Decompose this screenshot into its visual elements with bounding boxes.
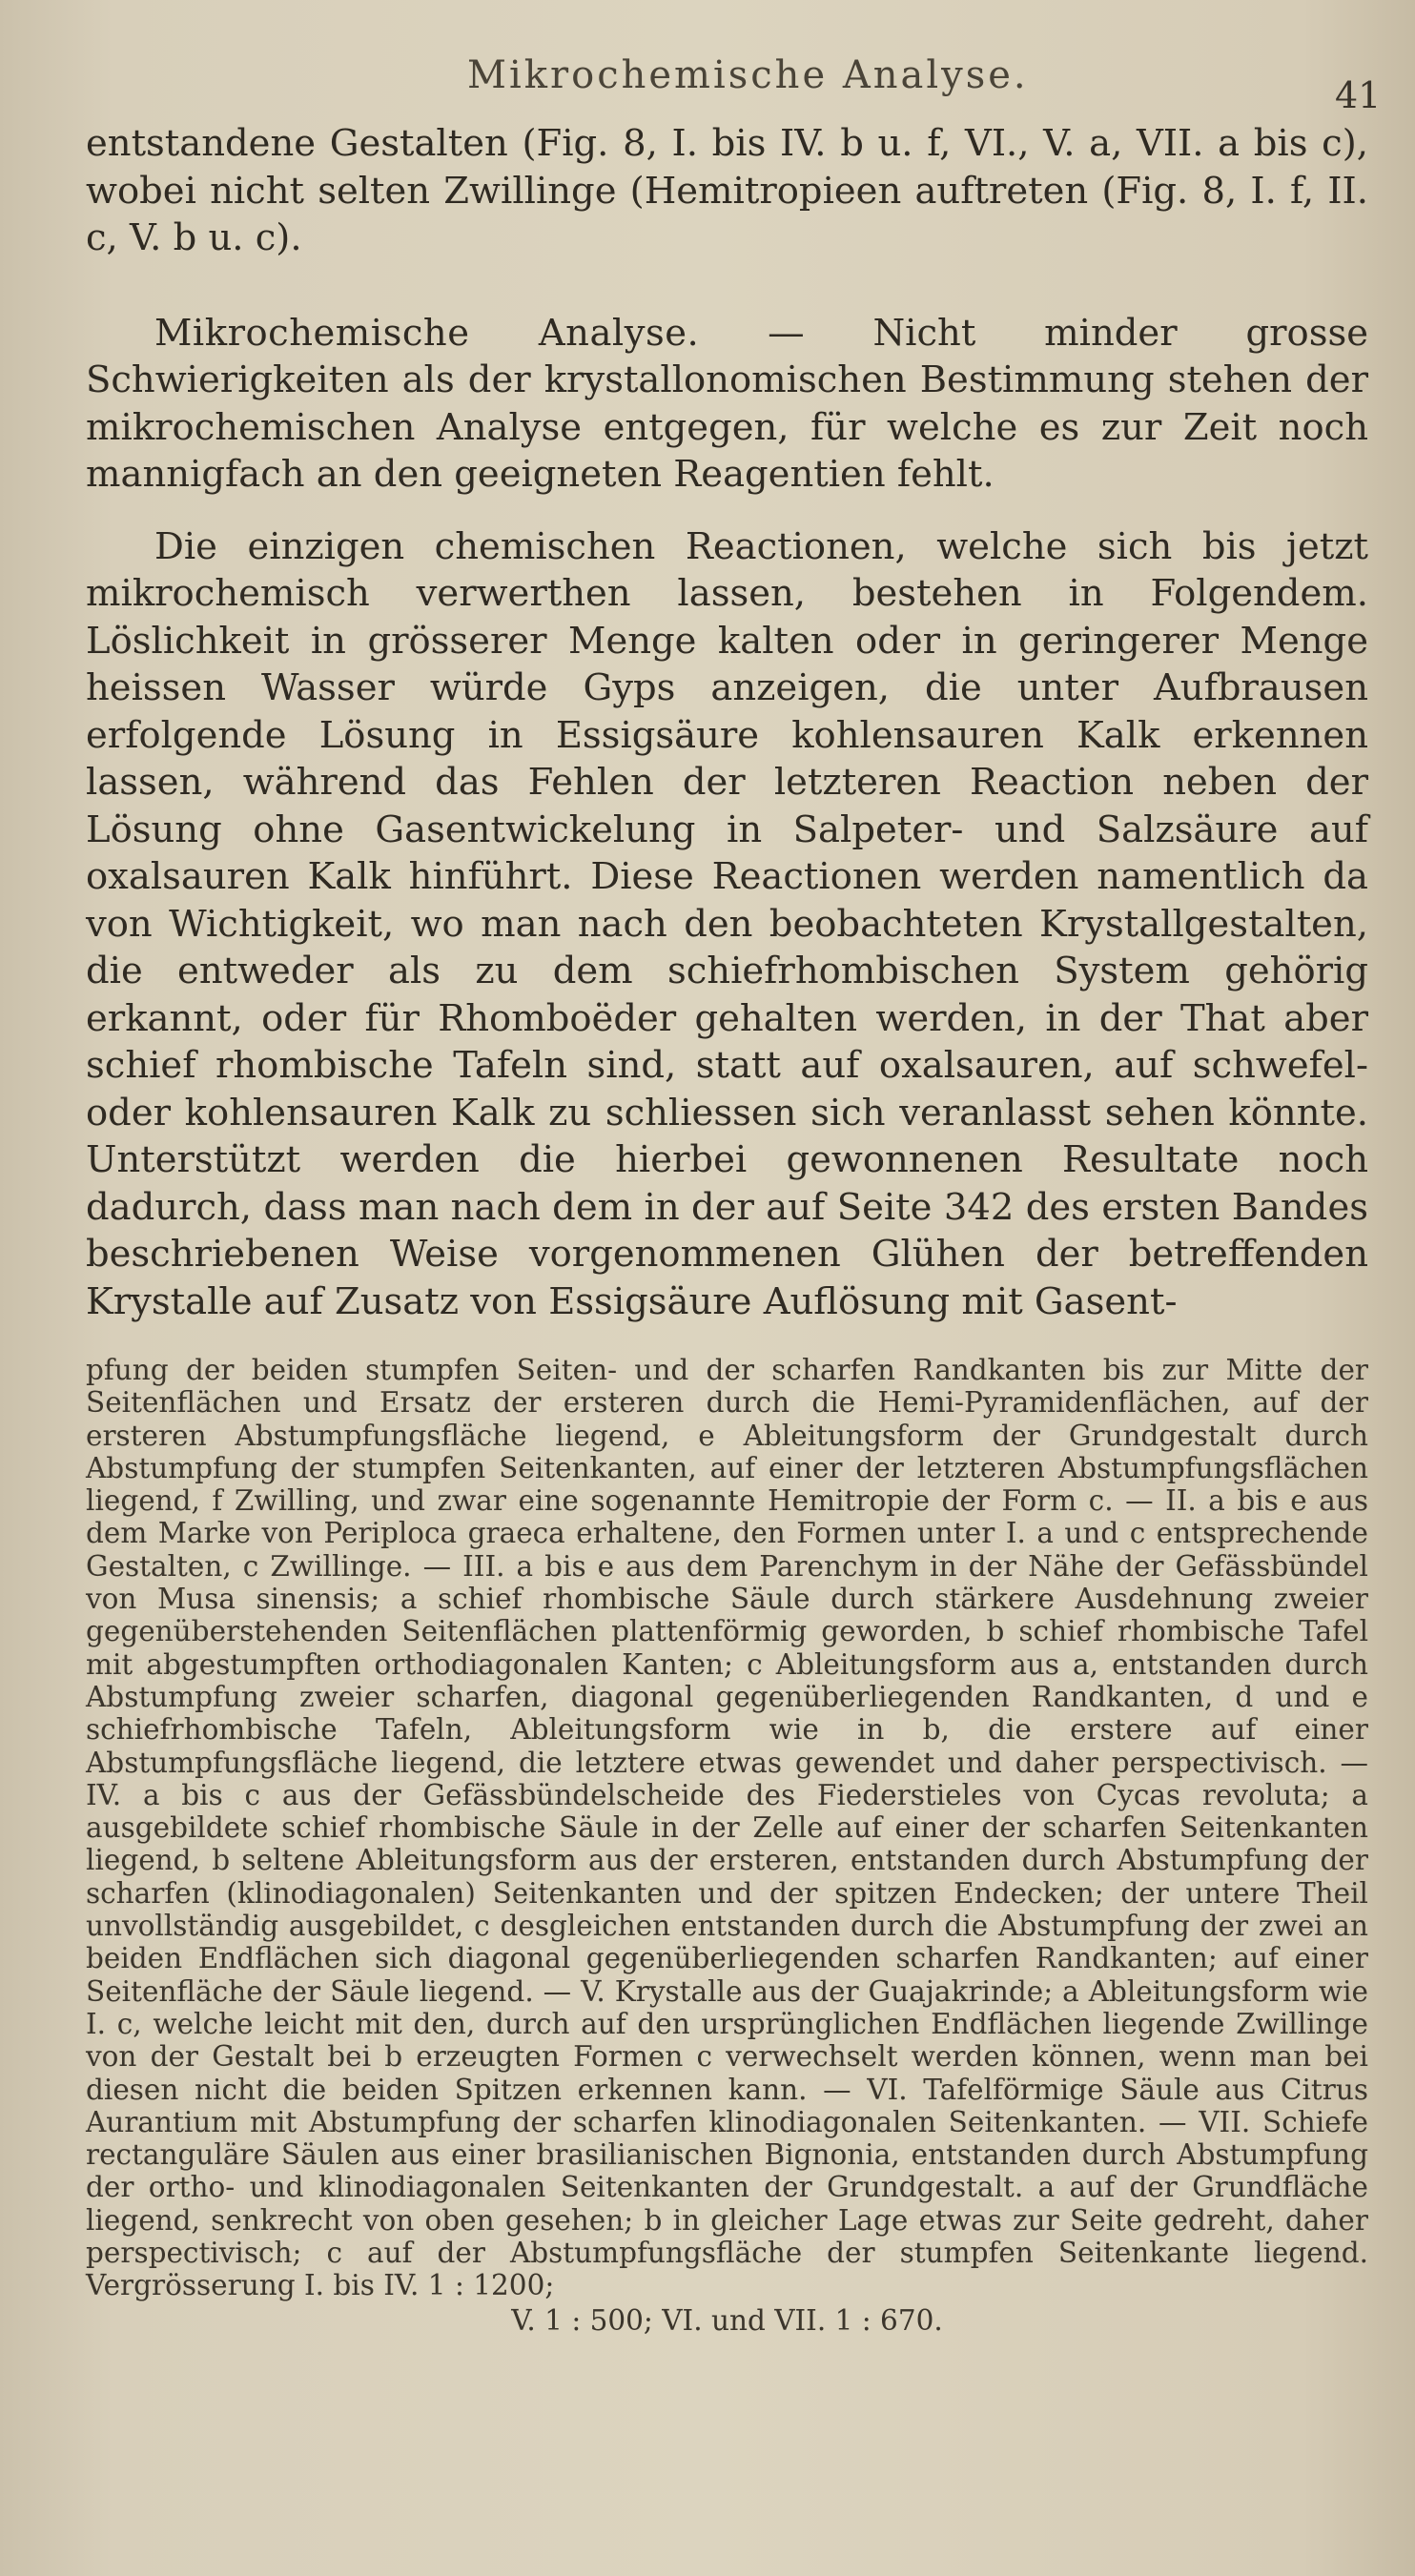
footnote-magnification-line: V. 1 : 500; VI. und VII. 1 : 670. bbox=[511, 2303, 943, 2337]
figure-footnote bbox=[86, 1354, 1368, 2337]
paragraph-microchemical-analysis bbox=[86, 310, 1368, 499]
paragraph-continuation: entstandene Gestalten (Fig. 8, I. bis IV. b u. f, VI., V. a, VII. a bis c), wobei nicht selten Zwillinge (Hemitropieen auftreten (Fig. 8, I. f, II. c, V. b u. c). bbox=[86, 122, 1368, 259]
running-head: Mikrochemische Analyse. bbox=[467, 53, 1029, 97]
main-text bbox=[86, 120, 1368, 1325]
section-heading: Mikrochemische Analyse. bbox=[154, 311, 700, 355]
paragraph-text: — Nicht minder grosse Schwierigkeiten als der krystallonomischen Bestimmung stehen der mikrochemischen Analyse entgegen, für welche es zur Zeit noch mannigfach an den geeigneten Reagentien fehlt. bbox=[86, 311, 1368, 496]
paragraph-reactions: Die einzigen chemischen Reactionen, welche sich bis jetzt mikrochemisch verwerthen lassen, bestehen in Folgendem. Löslichkeit in grösserer Menge kalten oder in geringerer Menge heissen Wasser würde Gyps anzeigen, die unter Aufbrausen erfolgende Lösung in Essigsäure kohlensauren Kalk erkennen lassen, während das Fehlen der letzteren Reaction neben der Lösung ohne Gasentwickelung in Salpeter- und Salzsäure auf oxalsauren Kalk hinführt. Diese Reactionen werden namentlich da von Wichtigkeit, wo man nach den beobachteten Krystallgestalten, die entweder als zu dem schiefrhombischen System gehörig erkannt, oder für Rhomboëder gehalten werden, in der That aber schief rhombische Tafeln sind, statt auf oxalsauren, auf schwefel- oder kohlensauren Kalk zu schliessen sich veranlasst sehen könnte. Unterstützt werden die hierbei gewonnenen Resultate noch dadurch, dass man nach dem in der auf Seite 342 des ersten Bandes beschriebenen Weise vorgenommenen Glühen der betreffenden Krystalle auf Zusatz von Essigsäure Auflösung mit Gasent- bbox=[86, 524, 1368, 1323]
page-header bbox=[0, 53, 1415, 116]
footnote-text: pfung der beiden stumpfen Seiten- und der scharfen Randkanten bis zur Mitte der Seitenflächen und Ersatz der ersteren durch die Hemi-Pyramidenflächen, auf der ersteren Abstumpfungsfläche liegend, e Ableitungsform der Grundgestalt durch Abstumpfung der stumpfen Seitenkanten, auf einer der letzteren Abstumpfungsflächen liegend, f Zwilling, und zwar eine sogenannte Hemitropie der Form c. — II. a bis e aus dem Marke von Periploca graeca erhaltene, den Formen unter I. a und c entsprechende Gestalten, c Zwillinge. — III. a bis e aus dem Parenchym in der Nähe der Gefässbündel von Musa sinensis; a schief rhombische Säule durch stärkere Ausdehnung zweier gegenüberstehenden Seitenflächen plattenförmig geworden, b schief rhombische Tafel mit abgestumpften orthodiagonalen Kanten; c Ableitungsform aus a, entstanden durch Abstumpfung zweier scharfen, diagonal gegenüberliegenden Randkanten, d und e schiefrhombische Tafeln, Ableitungsform wie in b, die erstere auf einer Abstumpfungsfläche liegend, die letztere etwas gewendet und daher perspectivisch. — IV. a bis c aus der Gefässbündelscheide des Fiederstieles von Cycas revoluta; a ausgebildete schief rhombische Säule in der Zelle auf einer der scharfen Seitenkanten liegend, b seltene Ableitungsform aus der ersteren, entstanden durch Abstumpfung der scharfen (klinodiagonalen) Seitenkanten und der spitzen Endecken; der untere Theil unvollständig ausgebildet, c desgleichen entstanden durch die Abstumpfung der zwei an beiden Endflächen sich diagonal gegenüberliegenden scharfen Randkanten; auf einer Seitenfläche der Säule liegend. — V. Krystalle aus der Guajakrinde; a Ableitungsform wie I. c, welche leicht mit den, durch auf den ursprünglichen Endflächen liegende Zwillinge von der Gestalt bei b erzeugten Formen c verwechselt werden können, wenn man bei diesen nicht die beiden Spitzen erkennen kann. — VI. Tafelförmige Säule aus Citrus Aurantium mit Abstumpfung der scharfen klinodiagonalen Seitenkanten. — VII. Schiefe rectanguläre Säulen aus einer brasilianischen Bignonia, entstanden durch Abstumpfung der ortho- und klinodiagonalen Seitenkanten der Grundgestalt. a auf der Grundfläche liegend, senkrecht von oben gesehen; b in gleicher Lage etwas zur Seite gedreht, daher perspectivisch; c auf der Abstumpfungsfläche der stumpfen Seitenkante liegend. Vergrösserung I. bis IV. 1 : 1200; bbox=[86, 1354, 1368, 2302]
page-number: 41 bbox=[1335, 74, 1382, 116]
